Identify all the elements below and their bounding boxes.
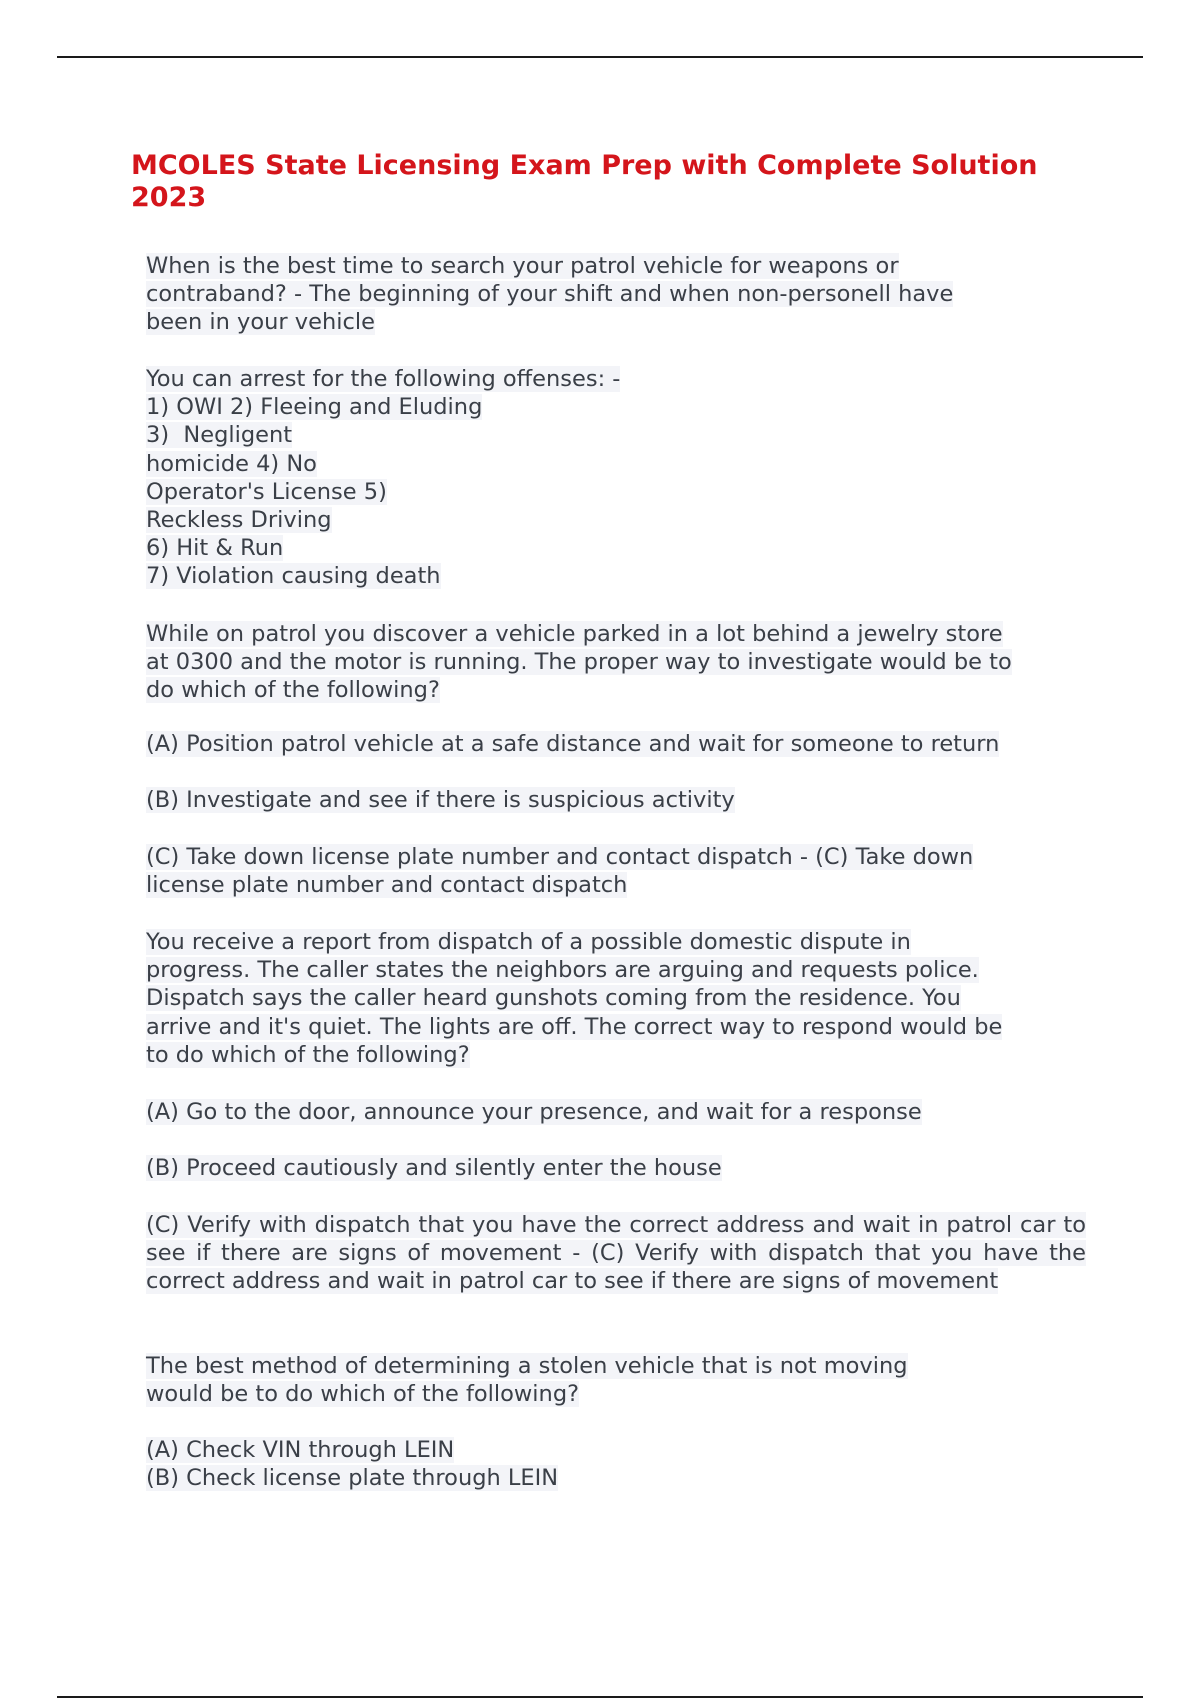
q2-line-7: 6) Hit & Run: [146, 535, 284, 562]
q3-option-c-line-2: license plate number and contact dispatch: [146, 872, 628, 899]
question-5: [146, 1352, 1096, 1408]
q2-line-4: homicide 4) No: [146, 450, 317, 477]
q5-line-1: The best method of determining a stolen vehicle that is not moving: [146, 1353, 908, 1379]
q1-line-3: been in your vehicle: [146, 309, 375, 336]
q3-line-3: do which of the following?: [146, 677, 440, 704]
q2-line-6: Reckless Driving: [146, 507, 332, 534]
q3-option-a: [146, 730, 1096, 758]
q4-line-2: progress. The caller states the neighbors are arguing and requests police.: [146, 957, 979, 984]
bottom-rule: [57, 1696, 1143, 1698]
title-line-2: 2023: [131, 182, 207, 213]
q4-option-b: [146, 1154, 1096, 1182]
q5-option-a: (A) Check VIN through LEIN: [146, 1437, 455, 1463]
title-line-1: MCOLES State Licensing Exam Prep with Complete Solution: [131, 150, 1038, 181]
q2-line-3: 3) Negligent: [146, 422, 293, 449]
question-1: [146, 252, 1096, 337]
q5-line-2: would be to do which of the following?: [146, 1381, 580, 1408]
q4-option-c: [146, 1211, 1086, 1296]
q4-option-b-text: (B) Proceed cautiously and silently enter the house: [146, 1155, 722, 1181]
q2-line-1: You can arrest for the following offenses: -: [146, 366, 621, 392]
q3-option-b-text: (B) Investigate and see if there is suspicious activity: [146, 787, 735, 813]
q1-line-2: contraband? - The beginning of your shift and when non-personell have: [146, 281, 954, 308]
q5-option-b: (B) Check license plate through LEIN: [146, 1465, 559, 1492]
q2-line-5: Operator's License 5): [146, 478, 387, 505]
q3-option-c: [146, 843, 1096, 899]
q3-line-2: at 0300 and the motor is running. The proper way to investigate would be to: [146, 649, 1012, 676]
q5-options: [146, 1436, 1096, 1492]
q4-line-5: to do which of the following?: [146, 1041, 470, 1068]
q1-line-1: When is the best time to search your patrol vehicle for weapons or: [146, 253, 899, 279]
question-4: [146, 928, 1096, 1069]
q4-option-c-text: (C) Verify with dispatch that you have the correct address and wait in patrol car to see if there are signs of movement - (C) Verify with dispatch that you have the correct address and wait in patrol car to see if there are signs of movement: [146, 1212, 1086, 1295]
q4-line-1: You receive a report from dispatch of a possible domestic dispute in: [146, 929, 911, 955]
q4-option-a-text: (A) Go to the door, announce your presence, and wait for a response: [146, 1099, 922, 1125]
question-2: [146, 365, 1096, 591]
top-rule: [57, 56, 1143, 58]
q3-option-b: [146, 786, 1096, 814]
q2-line-2: 1) OWI 2) Fleeing and Eluding: [146, 394, 483, 421]
q3-line-1: While on patrol you discover a vehicle parked in a lot behind a jewelry store: [146, 621, 1003, 647]
q3-option-a-text: (A) Position patrol vehicle at a safe distance and wait for someone to return: [146, 731, 1000, 757]
q4-line-4: arrive and it's quiet. The lights are off. The correct way to respond would be: [146, 1013, 1003, 1040]
document-title: [131, 150, 1091, 214]
q2-line-8: 7) Violation causing death: [146, 563, 441, 590]
q3-option-c-line-1: (C) Take down license plate number and contact dispatch - (C) Take down: [146, 844, 974, 870]
q4-option-a: [146, 1098, 1096, 1126]
q4-line-3: Dispatch says the caller heard gunshots coming from the residence. You: [146, 985, 961, 1012]
question-3: [146, 620, 1096, 705]
